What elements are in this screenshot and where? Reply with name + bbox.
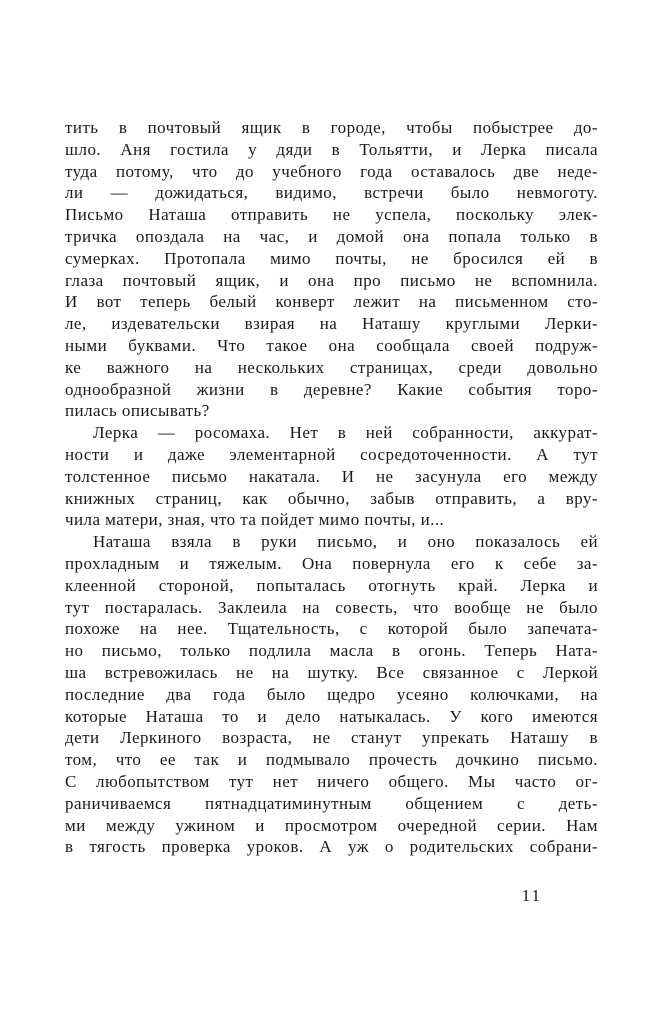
- text-line: ли — дожидаться, видимо, встречи было невмоготу.: [65, 183, 598, 203]
- text-line: Лерка — росомаха. Нет в ней собранности, аккурат-: [93, 423, 598, 443]
- text-line: ми между ужином и просмотром очередной серии. Нам: [65, 815, 598, 835]
- text-line: ности и даже элементарной сосредоточенности. А тут: [65, 444, 598, 464]
- text-line: Наташа взяла в руки письмо, и оно показалось ей: [93, 532, 598, 552]
- paragraph: [65, 422, 598, 531]
- text-line: в тягость проверка уроков. А уж о родительских собрани-: [65, 837, 598, 857]
- paragraph: [65, 531, 598, 858]
- text-line: Письмо Наташа отправить не успела, поскольку элек-: [65, 205, 598, 225]
- text-line: однообразной жизни в деревне? Какие события торо-: [65, 379, 598, 399]
- text-line: глаза почтовый ящик, и она про письмо не вспомнила.: [65, 270, 598, 290]
- text-line: тут постаралась. Заклеила на совесть, что вообще не было: [65, 597, 598, 617]
- text-line: шло. Аня гостила у дяди в Тольятти, и Лерка писала: [65, 139, 598, 159]
- text-line: чила матери, зная, что та пойдет мимо почты, и...: [65, 510, 445, 530]
- text-line: книжных страниц, как обычно, забыв отправить, а вру-: [65, 488, 598, 508]
- text-line: С любопытством тут нет ничего общего. Мы часто ог-: [65, 771, 598, 791]
- text-line: ша встревожилась не на шутку. Все связанное с Леркой: [65, 662, 598, 682]
- text-line: которые Наташа то и дело натыкалась. У кого имеются: [65, 706, 598, 726]
- text-line: прохладным и тяжелым. Она повернула его к себе за-: [65, 553, 598, 573]
- text-line: но письмо, только подлила масла в огонь. Теперь Ната-: [65, 641, 598, 661]
- text-line: туда потому, что до учебного года оставалось две неде-: [65, 161, 598, 181]
- text-line: том, что ее так и подмывало прочесть дочкино письмо.: [65, 750, 598, 770]
- text-line: сумерках. Протопала мимо почты, не бросился ей в: [65, 248, 598, 268]
- text-line: дети Леркиного возраста, не станут упрекать Наташу в: [65, 728, 598, 748]
- text-line: раничиваемся пятнадцатиминутным общением с деть-: [65, 793, 598, 813]
- text-line: тричка опоздала на час, и домой она попала только в: [65, 226, 598, 246]
- page-number: 11: [521, 886, 542, 905]
- text-line: клеенной стороной, попыталась отогнуть край. Лерка и: [65, 575, 598, 595]
- text-line: толстенное письмо накатала. И не засунула его между: [65, 466, 598, 486]
- text-line: И вот теперь белый конверт лежит на письменном сто-: [65, 292, 598, 312]
- paragraph: [65, 117, 598, 422]
- text-block: [65, 117, 598, 858]
- text-line: тить в почтовый ящик в городе, чтобы побыстрее до-: [65, 118, 598, 137]
- text-line: пилась описывать?: [65, 401, 210, 421]
- text-line: похоже на нее. Тщательность, с которой было запечата-: [65, 619, 598, 639]
- text-line: последние два года было щедро усеяно колючками, на: [65, 684, 598, 704]
- text-line: ле, издевательски взирая на Наташу круглыми Лерки-: [65, 314, 598, 334]
- text-line: ными буквами. Что такое она сообщала своей подруж-: [65, 335, 598, 355]
- text-line: ке важного на нескольких страницах, среди довольно: [65, 357, 598, 377]
